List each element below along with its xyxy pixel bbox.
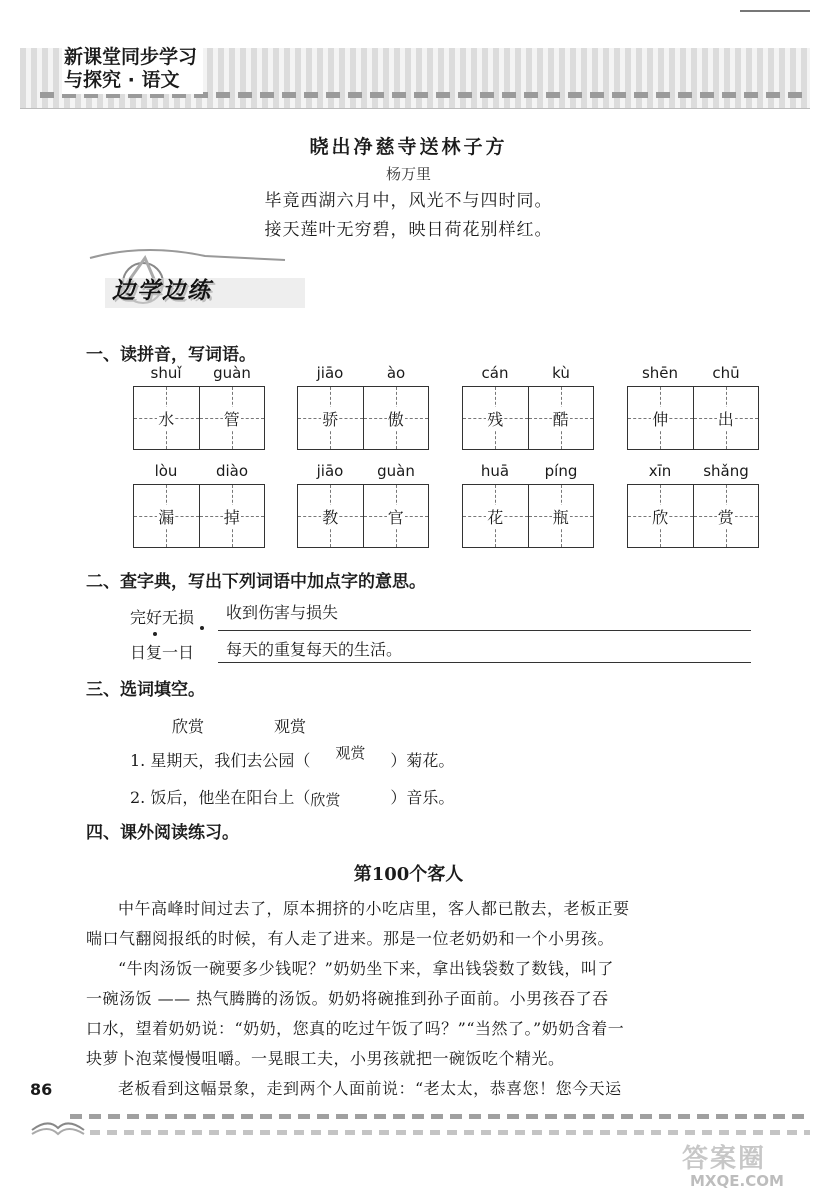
pinyin: shǎng — [703, 462, 749, 480]
grid-cell[interactable] — [199, 485, 265, 547]
pinyin: kù — [552, 364, 570, 382]
pinyin: shēn — [641, 364, 679, 382]
idiom-label: 日复一日 — [130, 643, 195, 662]
pinyin-row — [462, 364, 594, 386]
header-title — [62, 44, 203, 94]
grid-cell[interactable] — [463, 387, 528, 449]
poem-title: 晓出净慈寺送林子方 — [309, 136, 508, 158]
pinyin-row — [297, 462, 429, 484]
grid-cell[interactable] — [363, 485, 429, 547]
passage-line: “牛肉汤饭一碗要多少钱呢？”奶奶坐下来，拿出钱袋数了数钱，叫了 — [118, 959, 614, 978]
answer-char: 花 — [486, 505, 504, 528]
pinyin: jiāo — [316, 364, 344, 382]
watermark-url: MXQE.COM — [690, 1172, 784, 1190]
answer-text: 每天的重复每天的生活。 — [226, 640, 403, 659]
poem-author: 杨万里 — [385, 165, 431, 183]
grid-cell[interactable] — [363, 387, 429, 449]
answer-char: 赏 — [717, 505, 735, 528]
pinyin: jiāo — [316, 462, 344, 480]
footer-dashes — [70, 1114, 810, 1119]
word-box — [462, 462, 594, 548]
pinyin-row — [627, 364, 759, 386]
answer-char: 漏 — [157, 505, 175, 528]
tian-grid — [462, 386, 594, 450]
watermark-logo: 答案圈 — [682, 1144, 767, 1174]
pinyin-row — [462, 462, 594, 484]
pinyin-row — [627, 462, 759, 484]
pinyin: píng — [544, 462, 578, 480]
passage-line: 一碗汤饭 —— 热气腾腾的汤饭。奶奶将碗推到孙子面前。小男孩吞了吞 — [86, 989, 609, 1008]
pinyin: shuǐ — [150, 364, 182, 382]
header-title-line2: 与探究 · 语文 — [64, 69, 180, 91]
word-box — [297, 364, 429, 450]
word-box — [133, 462, 265, 548]
q1-title: 一、读拼音，写词语。 — [86, 345, 256, 365]
poem-line-1: 毕竟西湖六月中，风光不与四时同。 — [264, 191, 553, 211]
passage-line: 喘口气翻阅报纸的时候，有人走了进来。那是一位老奶奶和一个小男孩。 — [86, 929, 615, 948]
pinyin: xīn — [648, 462, 672, 480]
page-number: 86 — [30, 1080, 53, 1099]
word-choice: 欣赏 — [172, 717, 205, 736]
pinyin: guàn — [377, 462, 415, 480]
answer-char: 伸 — [651, 407, 669, 430]
grid-cell[interactable] — [298, 485, 363, 547]
word-box — [297, 462, 429, 548]
answer-char: 酷 — [552, 407, 570, 430]
pinyin: diào — [215, 462, 249, 480]
top-rule — [740, 10, 810, 12]
header-title-line1: 新课堂同步学习 — [64, 46, 198, 68]
footer-dashes-2 — [90, 1130, 810, 1135]
grid-cell[interactable] — [693, 387, 759, 449]
answer-char: 官 — [387, 505, 405, 528]
answer-char: 残 — [486, 407, 504, 430]
tian-grid — [462, 484, 594, 548]
passage-line: 老板看到这幅景象，走到两个人面前说：“老太太，恭喜您！您今天运 — [118, 1079, 622, 1098]
answer-char: 傲 — [387, 407, 405, 430]
q4-title: 四、课外阅读练习。 — [86, 823, 239, 843]
passage-line: 口水，望着奶奶说：“奶奶，您真的吃过午饭了吗？”“当然了。”奶奶含着一 — [86, 1019, 625, 1038]
reading-passage — [86, 894, 766, 1104]
sentence-end: ）菊花。 — [390, 751, 455, 770]
pinyin: huā — [480, 462, 510, 480]
pinyin-row — [133, 462, 265, 484]
book-icon — [28, 1100, 88, 1140]
answer-char: 管 — [223, 407, 241, 430]
q3-title: 三、选词填空。 — [86, 680, 205, 700]
pinyin-row — [297, 364, 429, 386]
tian-grid — [133, 484, 265, 548]
tian-grid — [297, 386, 429, 450]
answer-char: 欣 — [651, 505, 669, 528]
word-box — [462, 364, 594, 450]
pinyin-row — [133, 364, 265, 386]
q2-title: 二、查字典，写出下列词语中加点字的意思。 — [86, 572, 426, 592]
fill-sentence-1 — [130, 744, 455, 771]
pinyin: cán — [481, 364, 509, 382]
pinyin: ào — [386, 364, 406, 382]
grid-cell[interactable] — [463, 485, 528, 547]
word-choice: 观赏 — [274, 717, 307, 736]
grid-cell[interactable] — [528, 485, 594, 547]
grid-cell[interactable] — [134, 387, 199, 449]
poem-line-2: 接天莲叶无穷碧，映日荷花别样红。 — [264, 220, 553, 240]
fill-answer[interactable]: 欣赏 — [310, 791, 341, 809]
grid-cell[interactable] — [298, 387, 363, 449]
pinyin: lòu — [154, 462, 178, 480]
answer-char: 出 — [717, 407, 735, 430]
sentence-start: 1. 星期天，我们去公园（ — [130, 751, 311, 770]
grid-cell[interactable] — [528, 387, 594, 449]
tian-grid — [627, 484, 759, 548]
grid-cell[interactable] — [134, 485, 199, 547]
answer-char: 水 — [157, 407, 175, 430]
emphasis-dot — [153, 632, 157, 636]
word-box — [133, 364, 265, 450]
sentence-start: 2. 饭后，他坐在阳台上（ — [130, 788, 311, 807]
fill-answer[interactable]: 观赏 — [335, 744, 366, 762]
answer-char: 瓶 — [552, 505, 570, 528]
section-banner: 边学边练 — [112, 278, 212, 304]
grid-cell[interactable] — [628, 387, 693, 449]
passage-line: 中午高峰时间过去了，原本拥挤的小吃店里，客人都已散去，老板正要 — [118, 899, 630, 918]
answer-char: 教 — [321, 505, 339, 528]
word-box — [627, 364, 759, 450]
grid-cell[interactable] — [628, 485, 693, 547]
reading-title: 第100个客人 — [353, 864, 464, 885]
pinyin: guàn — [213, 364, 251, 382]
sentence-end: ）音乐。 — [390, 788, 455, 807]
tian-grid — [133, 386, 265, 450]
tian-grid — [627, 386, 759, 450]
pinyin: chū — [712, 364, 740, 382]
grid-cell[interactable] — [199, 387, 265, 449]
answer-char: 掉 — [223, 505, 241, 528]
answer-text: 收到伤害与损失 — [226, 603, 339, 622]
fill-sentence-2 — [130, 785, 454, 808]
tian-grid — [297, 484, 429, 548]
emphasis-dot — [200, 626, 204, 630]
answer-char: 骄 — [321, 407, 339, 430]
grid-cell[interactable] — [693, 485, 759, 547]
passage-line: 块萝卜泡菜慢慢咀嚼。一晃眼工夫，小男孩就把一碗饭吃个精光。 — [86, 1049, 565, 1068]
word-box — [627, 462, 759, 548]
idiom-label: 完好无损 — [130, 608, 195, 627]
